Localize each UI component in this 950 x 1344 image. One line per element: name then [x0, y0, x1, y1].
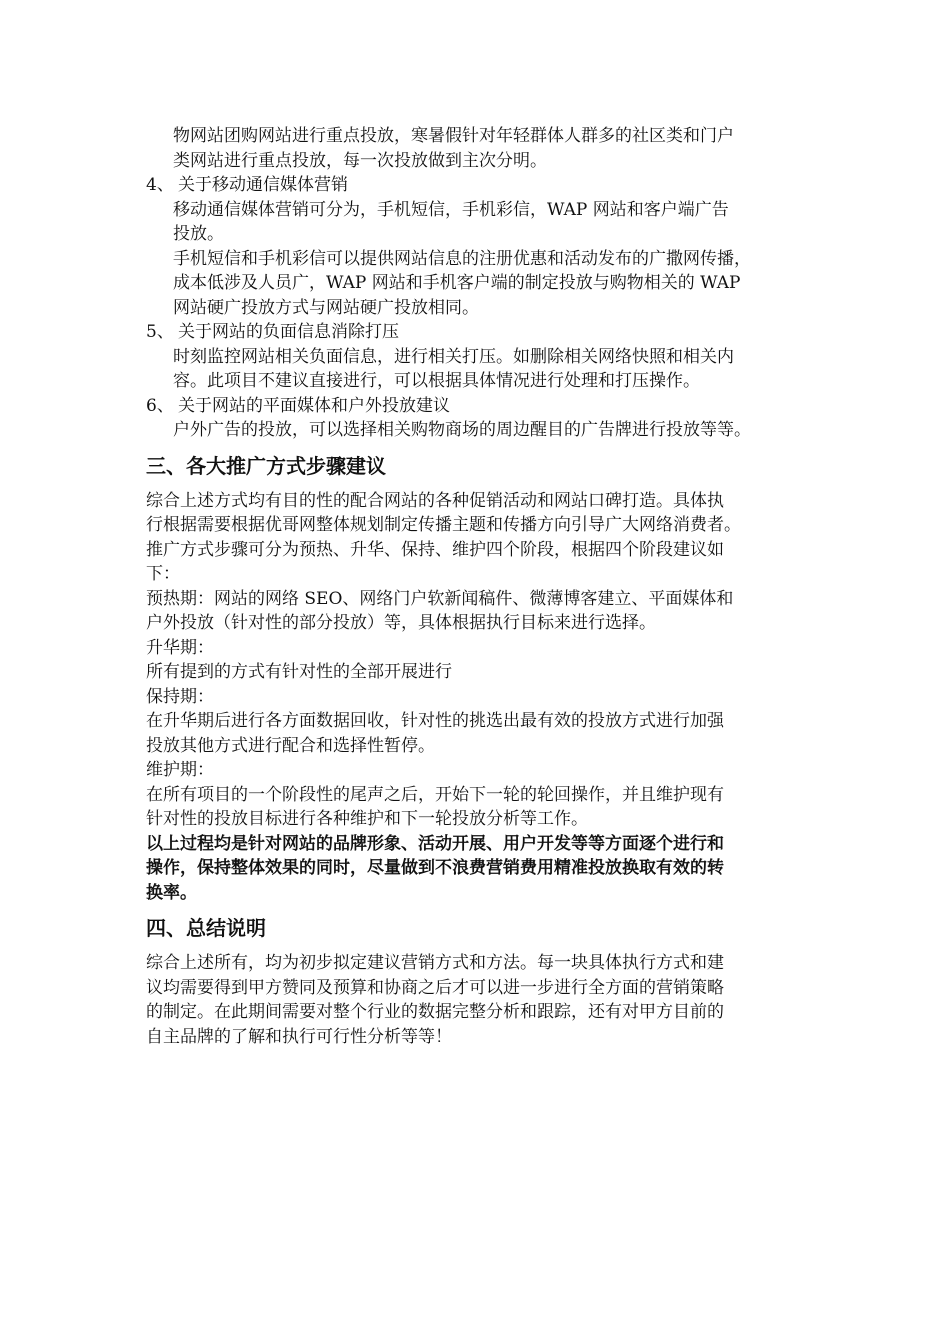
- text-line: 物网站团购网站进行重点投放，寒暑假针对年轻群体人群多的社区类和门户: [173, 126, 734, 146]
- text-line: 投放其他方式进行配合和选择性暂停。: [146, 735, 435, 756]
- text-line: 自主品牌的了解和执行可行性分析等等！: [146, 1026, 452, 1047]
- list-number: 5、: [146, 322, 174, 342]
- list-item-6: [146, 394, 826, 419]
- text-line: 户外广告的投放，可以选择相关购物商场的周边醒目的广告牌进行投放等等。: [173, 420, 751, 440]
- text-line: 网站硬广投放方式与网站硬广投放相同。: [173, 297, 479, 318]
- bold-summary: [146, 832, 826, 906]
- text-line: 推广方式步骤可分为预热、升华、保持、维护四个阶段，根据四个阶段建议如: [146, 539, 724, 560]
- intro-continuation: [146, 124, 826, 173]
- list-item-4: [146, 173, 826, 198]
- text-line: 综合上述所有，均为初步拟定建议营销方式和方法。每一块具体执行方式和建: [146, 953, 724, 973]
- text-line: 综合上述方式均有目的性的配合网站的各种促销活动和网站口碑打造。具体执: [146, 490, 724, 511]
- section-3-intro: [146, 489, 826, 587]
- text-line: 成本低涉及人员广，WAP 网站和手机客户端的制定投放与购物相关的 WAP: [173, 273, 741, 293]
- section-3-heading: 三、各大推广方式步骤建议: [146, 453, 386, 478]
- text-line: 议均需要得到甲方赞同及预算和协商之后才可以进一步进行全方面的营销策略: [146, 977, 724, 998]
- text-line: 行根据需要根据优哥网整体规划制定传播主题和传播方向引导广大网络消费者。: [146, 515, 741, 535]
- list-item-title: 关于网站的负面信息消除打压: [178, 322, 399, 342]
- text-line: 操作，保持整体效果的同时，尽量做到不浪费营销费用精准投放换取有效的转: [146, 858, 724, 878]
- list-item-title: 关于网站的平面媒体和户外投放建议: [178, 395, 450, 416]
- text-line: 预热期：网站的网络 SEO、网络门户软新闻稿件、微薄博客建立、平面媒体和: [146, 588, 734, 609]
- list-number: 4、: [146, 175, 174, 195]
- list-item-6-body: [146, 418, 826, 443]
- phase-label: 维护期：: [146, 760, 214, 780]
- text-line: 在所有项目的一个阶段性的尾声之后，开始下一轮的轮回操作，并且维护现有: [146, 784, 724, 805]
- sublimation-phase: [146, 636, 826, 685]
- phase-label: 升华期：: [146, 637, 214, 658]
- text-line: 下：: [146, 564, 180, 584]
- maintain-phase: [146, 685, 826, 759]
- text-line: 时刻监控网站相关负面信息，进行相关打压。如删除相关网络快照和相关内: [173, 346, 734, 367]
- text-line: 换率。: [146, 882, 197, 903]
- list-item-5: [146, 320, 826, 345]
- upkeep-phase: [146, 758, 826, 832]
- text-line: 容。此项目不建议直接进行，可以根据具体情况进行处理和打压操作。: [173, 371, 700, 391]
- section-4-heading: 四、总结说明: [146, 916, 266, 940]
- list-number: 6、: [146, 395, 174, 416]
- text-line: 针对性的投放目标进行各种维护和下一轮投放分析等工作。: [146, 809, 588, 829]
- list-item-5-body: [146, 345, 826, 394]
- warmup-phase: [146, 587, 826, 636]
- phase-label: 保持期：: [146, 686, 214, 707]
- text-line: 户外投放（针对性的部分投放）等，具体根据执行目标来进行选择。: [146, 613, 656, 633]
- text-line: 的制定。在此期间需要对整个行业的数据完整分析和跟踪，还有对甲方目前的: [146, 1002, 724, 1022]
- text-line: 移动通信媒体营销可分为，手机短信，手机彩信，WAP 网站和客户端广告: [173, 199, 729, 220]
- section-4-body: [146, 951, 826, 1049]
- text-line: 类网站进行重点投放，每一次投放做到主次分明。: [173, 150, 547, 171]
- list-item-4-body: [146, 198, 826, 321]
- text-line: 所有提到的方式有针对性的全部开展进行: [146, 662, 452, 682]
- text-line: 以上过程均是针对网站的品牌形象、活动开展、用户开发等等方面逐个进行和: [146, 833, 724, 854]
- text-line: 投放。: [173, 224, 224, 244]
- document-body: [146, 124, 826, 1049]
- text-line: 手机短信和手机彩信可以提供网站信息的注册优惠和活动发布的广撒网传播，: [173, 248, 751, 269]
- list-item-title: 关于移动通信媒体营销: [178, 175, 348, 195]
- text-line: 在升华期后进行各方面数据回收，针对性的挑选出最有效的投放方式进行加强: [146, 711, 724, 731]
